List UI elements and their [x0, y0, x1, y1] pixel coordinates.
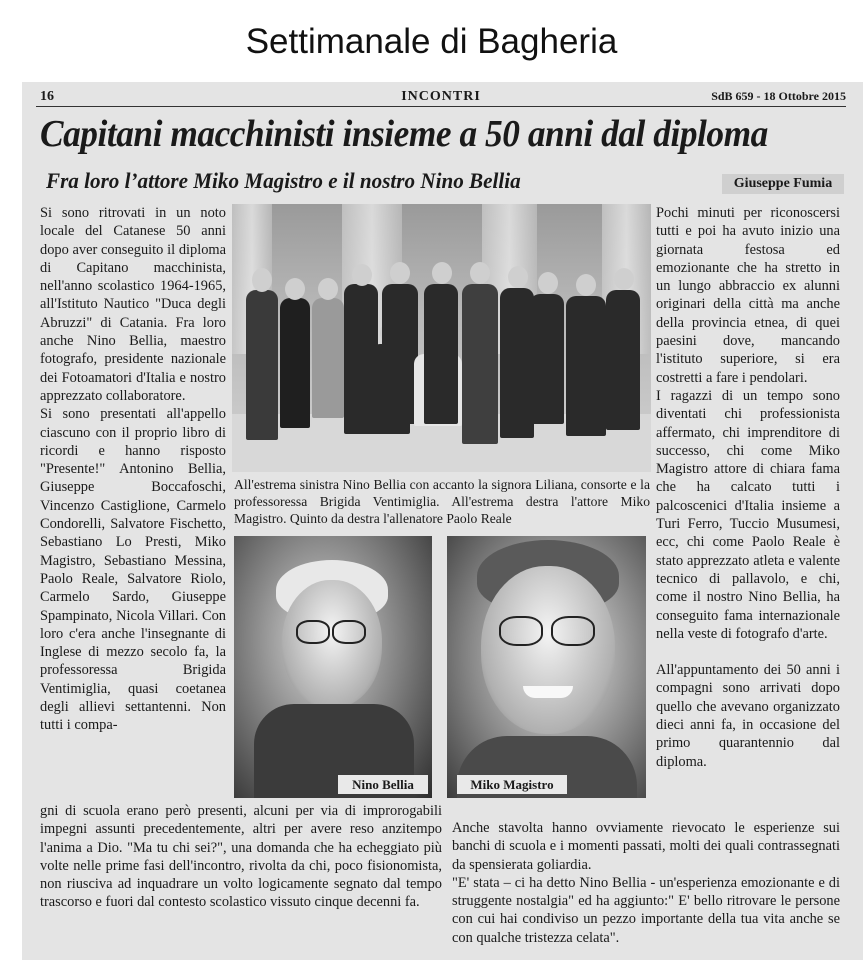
- issue-info: SdB 659 - 18 Ottobre 2015: [711, 89, 846, 103]
- column-1-bottom: [40, 802, 442, 912]
- column-3: [656, 204, 840, 771]
- bottom-right-paragraph-1: Anche stavolta hanno ovviamente rievocato le esperienze sui banchi di scuola e i momenti passati, molti dei quali contrassegnati da spensierata goliardia.: [452, 820, 840, 873]
- bottom-right-paragraph-2: "E' stata – ci ha detto Nino Bellia - un'esperienza emozionante e di struggente nostalgia" ed ha aggiunto:" E' bello ritrovare le persone con cui hai condiviso un pezzo importante della tua vita anche se con qualche tristezza celata".: [452, 874, 840, 946]
- col1-paragraph-2: Si sono presentati all'appello ciascuno con il proprio libro di ricordi e hanno risposto "Presente!" Antonino Bellia, Giuseppe Boccafoschi, Vincenzo Castiglione, Carmelo Condorelli, Salvatore Fischetto, Sebastiano Lo Presti, Miko Magistro, Sebastiano Messina, Paolo Reale, Salvatore Riolo, Carmelo Sardo, Giuseppe Spampinato, Nicola Villari. Con loro c'era anche l'insegnante di Inglese di mezzo secolo fa, la professoressa Brigida Ventimiglia, quasi coetanea degli allievi settantenni. Non tutti i compa-: [40, 406, 226, 734]
- photo-caption: All'estrema sinistra Nino Bellia con accanto la signora Liliana, consorte e la professoressa Brigida Ventimiglia. All'estrema destra l'attore Miko Magistro. Quinto da destra l'allenatore Paolo Reale: [234, 477, 650, 526]
- col3-paragraph-3: All'appuntamento dei 50 anni i compagni sono arrivati dopo quello che avevano organizzato dieci anni fa, in occasione del primo quarantennio dal diploma.: [656, 662, 840, 770]
- group-photo: [232, 204, 651, 472]
- col3-paragraph-1: Pochi minuti per riconoscersi tutti e poi ha avuto inizio una giornata festosa ed emozionante che ha stretto in un lungo abbraccio ex alunni originari della città ma anche della provincia etnea, di quei paesini dove, mancando l'istituto superiore, si era costretti a fare i pendolari.: [656, 205, 840, 386]
- page-header: [36, 87, 846, 107]
- portrait-miko-magistro: [447, 536, 646, 798]
- newspaper-banner: Settimanale di Bagheria: [245, 22, 618, 61]
- section-name: INCONTRI: [401, 89, 481, 104]
- article-subheadline: Fra loro l’attore Miko Magistro e il nostro Nino Bellia: [46, 168, 521, 193]
- portrait-label-right: Miko Magistro: [457, 775, 567, 794]
- portrait-nino-bellia: [234, 536, 432, 798]
- column-bottom-right: [452, 819, 840, 947]
- col1-paragraph-1: Si sono ritrovati in un noto locale del Catanese 50 anni dopo aver conseguito il diploma di Capitano macchinista, nell'anno scolastico 1964-1965, all'Istituto Nautico "Duca degli Abruzzi" di Catania. Fra loro anche Nino Bellia, maestro fotografo, presidente nazionale dei Fotoamatori d'Italia e nostro apprezzato collaboratore.: [40, 205, 226, 404]
- portrait-label-left: Nino Bellia: [338, 775, 428, 794]
- article-headline: Capitani macchinisti insieme a 50 anni dal diploma: [40, 113, 768, 155]
- column-1: [40, 204, 226, 735]
- col1-bottom-paragraph: gni di scuola erano però presenti, alcuni per via di improrogabili impegni assunti precedentemente, altri per avere reso anzitempo l'anima a Dio. "Ma tu chi sei?", una domanda che ha echeggiato più volte nelle prime fasi dell'incontro, rivolta da chi, poco fisionomista, non riusciva ad inquadrare un volto logicamente segnato dal tempo trascorso e fuori dal contesto scolastico vissuto cinque decenni fa.: [40, 803, 442, 911]
- author-byline: Giuseppe Fumia: [722, 174, 844, 194]
- page-number: 16: [40, 89, 54, 104]
- newspaper-page: [22, 82, 863, 960]
- col3-paragraph-2: I ragazzi di un tempo sono diventati chi professionista affermato, chi imprenditore di successo, chi come Miko Magistro attore di chiara fama che ha calcato tutti i palcoscenici d'Italia insieme a Turi Ferro, Tuccio Musumesi, ecc, chi come Paolo Reale è stato apprezzato atleta e valente tecnico di pallavolo, e chi, come il nostro Nino Bellia, ha conseguito fama internazionale nella veste di fotografo d'arte.: [656, 387, 840, 642]
